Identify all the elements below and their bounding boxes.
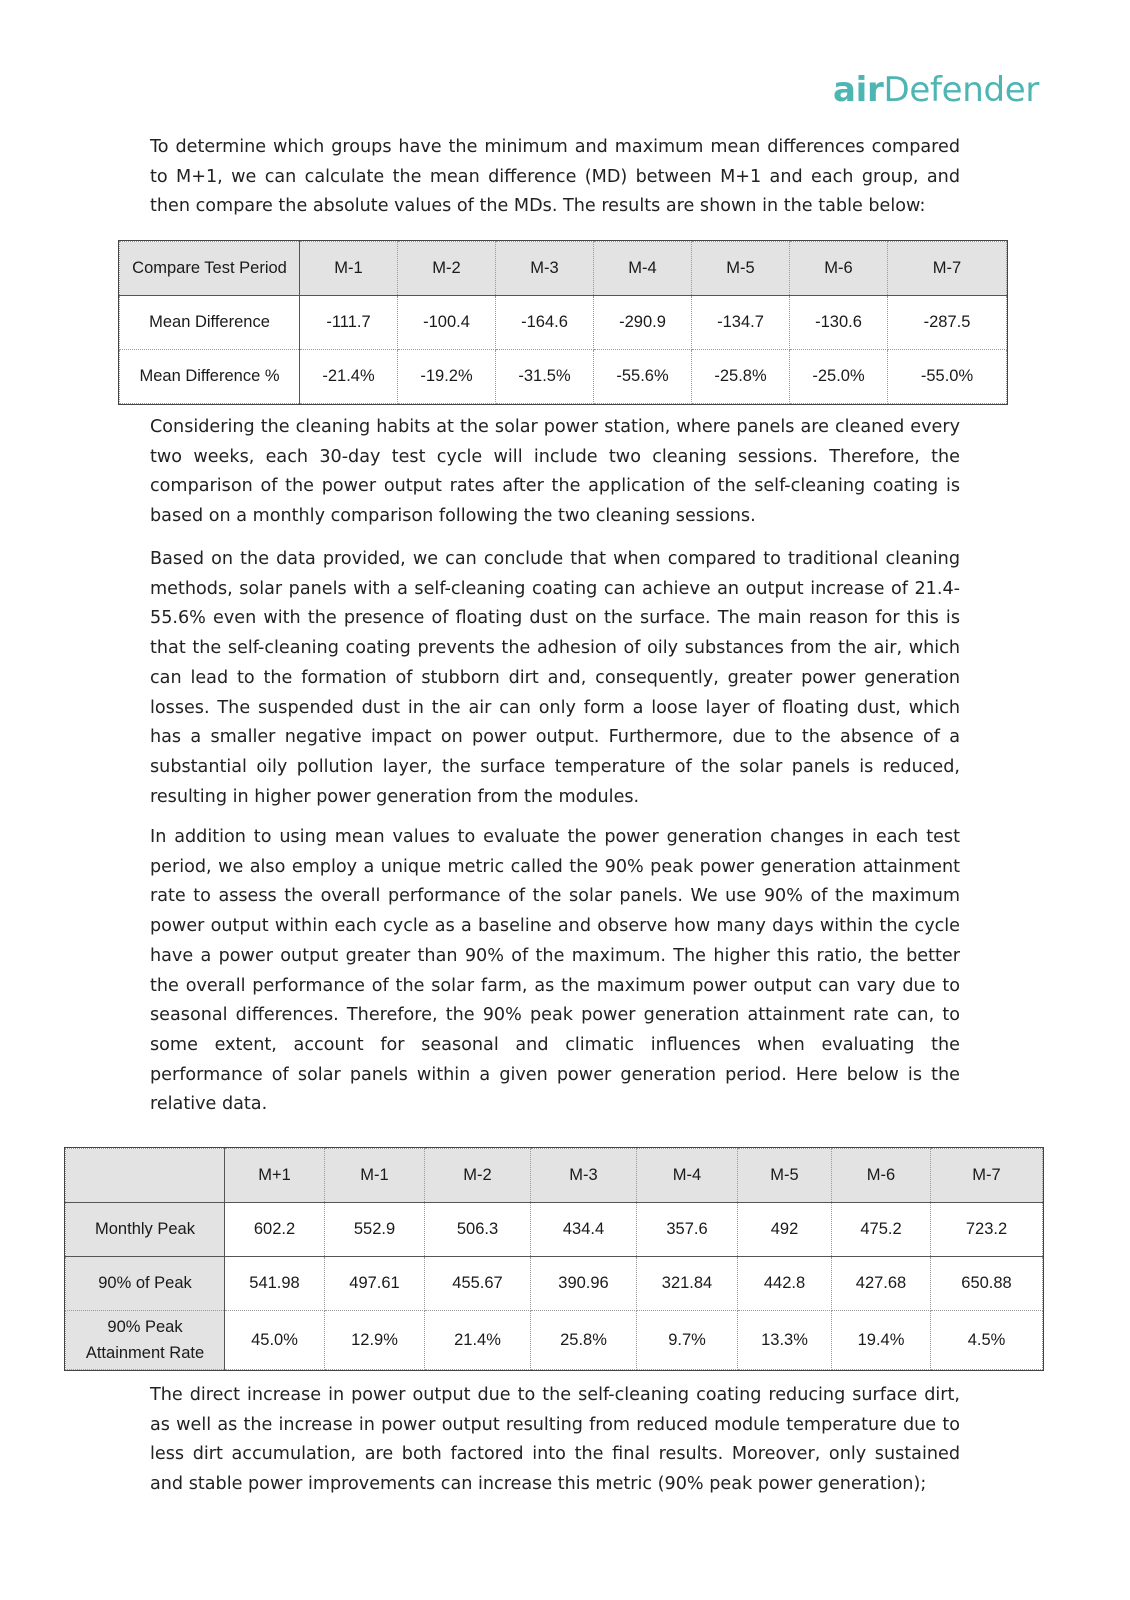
mean-difference-table [119,241,1007,404]
table-cell: 357.6 [637,1203,738,1257]
table-cell: 21.4% [425,1311,531,1370]
table-cell: 552.9 [325,1203,425,1257]
table-cell: -55.0% [888,350,1007,404]
table-cell: 45.0% [225,1311,325,1370]
table-cell: -130.6 [790,296,888,350]
logo-defender: Defender [883,70,1040,110]
table-cell: 321.84 [637,1257,738,1311]
row-label: Monthly Peak [66,1203,225,1257]
paragraph-cleaning-habits: Considering the cleaning habits at the solar power station, where panels are cleaned every two weeks, each 30-day test cycle will include two cleaning sessions. Therefore, the comparison of the power output rates after the application of the self-cleaning coating is based on a monthly comparison following the two cleaning sessions. [150,417,960,527]
paragraph-conclusion: Based on the data provided, we can conclude that when compared to traditional cleaning methods, solar panels with a self-cleaning coating can achieve an output increase of 21.4-55.6% even with the presence of floating dust on the surface. The main reason for this is that the self-cleaning coating prevents the adhesion of oily substances from the air, which can lead to the formation of stubborn dirt and, consequently, greater power generation losses. The suspended dust in the air can only form a loose layer of floating dust, which has a smaller negative impact on power output. Furthermore, due to the absence of a substantial oily pollution layer, the surface temperature of the solar panels is reduced, resulting in higher power generation from the modules. [150,549,960,807]
table-header-cell: M-2 [425,1149,531,1203]
table-cell: -100.4 [398,296,496,350]
table-cell: 12.9% [325,1311,425,1370]
table-cell: 506.3 [425,1203,531,1257]
table-header-cell: M-5 [692,242,790,296]
table-cell: 19.4% [832,1311,931,1370]
table-cell: -25.8% [692,350,790,404]
table-cell: -111.7 [300,296,398,350]
row-label [66,1311,225,1370]
table-cell: 427.68 [832,1257,931,1311]
table-header-cell: M-3 [531,1149,637,1203]
table-cell: 390.96 [531,1257,637,1311]
table-header-cell: M-2 [398,242,496,296]
table-cell: 723.2 [931,1203,1043,1257]
table-cell: 455.67 [425,1257,531,1311]
table-header-cell [66,1149,225,1203]
table-cell: -31.5% [496,350,594,404]
table-header-cell: M-1 [300,242,398,296]
table-cell: 650.88 [931,1257,1043,1311]
paragraph-attainment-metric: In addition to using mean values to evaluate the power generation changes in each test period, we also employ a unique metric called the 90% peak power generation attainment rate to assess the overall performance of the solar panels. We use 90% of the maximum power output within each cycle as a baseline and observe how many days within the cycle have a power output greater than 90% of the maximum. The higher this ratio, the better the overall performance of the solar farm, as the maximum power output can vary due to seasonal differences. Therefore, the 90% peak power generation attainment rate can, to some extent, account for seasonal and climatic influences when evaluating the performance of solar panels within a given power generation period. Here below is the relative data. [150,827,960,1115]
table-cell: 497.61 [325,1257,425,1311]
table-header-row [120,242,1007,296]
table-row [66,1311,1043,1370]
row-label-line2: Attainment Rate [85,1344,205,1362]
table-cell: 25.8% [531,1311,637,1370]
table-header-cell: M-1 [325,1149,425,1203]
table-cell: 9.7% [637,1311,738,1370]
table-cell: 434.4 [531,1203,637,1257]
table-cell: -290.9 [594,296,692,350]
table-cell: 492 [738,1203,832,1257]
row-label: Mean Difference % [120,350,300,404]
table-cell: 541.98 [225,1257,325,1311]
table-header-cell: M-3 [496,242,594,296]
row-label: Mean Difference [120,296,300,350]
table-cell: 475.2 [832,1203,931,1257]
row-label: 90% of Peak [66,1257,225,1311]
table-header-cell: M+1 [225,1149,325,1203]
paragraph-final: The direct increase in power output due to the self-cleaning coating reducing surface dirt, as well as the increase in power output resulting from reduced module temperature due to less dirt accumulation, are both factored into the final results. Moreover, only sustained and stable power improvements can increase this metric (90% peak power generation); [150,1385,960,1495]
table-cell: -25.0% [790,350,888,404]
table-row [66,1257,1043,1311]
table-header-row [66,1149,1043,1203]
table-cell: -287.5 [888,296,1007,350]
table-row [66,1203,1043,1257]
airdefender-logo [833,70,1039,110]
table-header-cell: M-7 [888,242,1007,296]
table-cell: 4.5% [931,1311,1043,1370]
peak-attainment-table [65,1148,1043,1370]
table-header-cell: Compare Test Period [120,242,300,296]
table-cell: -134.7 [692,296,790,350]
table-cell: -164.6 [496,296,594,350]
table-header-cell: M-7 [931,1149,1043,1203]
table-row [120,296,1007,350]
table-cell: -55.6% [594,350,692,404]
table-header-cell: M-4 [637,1149,738,1203]
table-cell: 602.2 [225,1203,325,1257]
logo-air: air [833,70,884,110]
table-cell: 442.8 [738,1257,832,1311]
table-cell: -19.2% [398,350,496,404]
table-header-cell: M-4 [594,242,692,296]
table-header-cell: M-6 [832,1149,931,1203]
table-row [120,350,1007,404]
row-label-line1: 90% Peak [107,1318,183,1336]
paragraph-intro: To determine which groups have the minimum and maximum mean differences compared to M+1, we can calculate the mean difference (MD) between M+1 and each group, and then compare the absolute values of the MDs. The results are shown in the table below: [150,137,960,217]
table-cell: 13.3% [738,1311,832,1370]
table-cell: -21.4% [300,350,398,404]
table-header-cell: M-5 [738,1149,832,1203]
table-header-cell: M-6 [790,242,888,296]
